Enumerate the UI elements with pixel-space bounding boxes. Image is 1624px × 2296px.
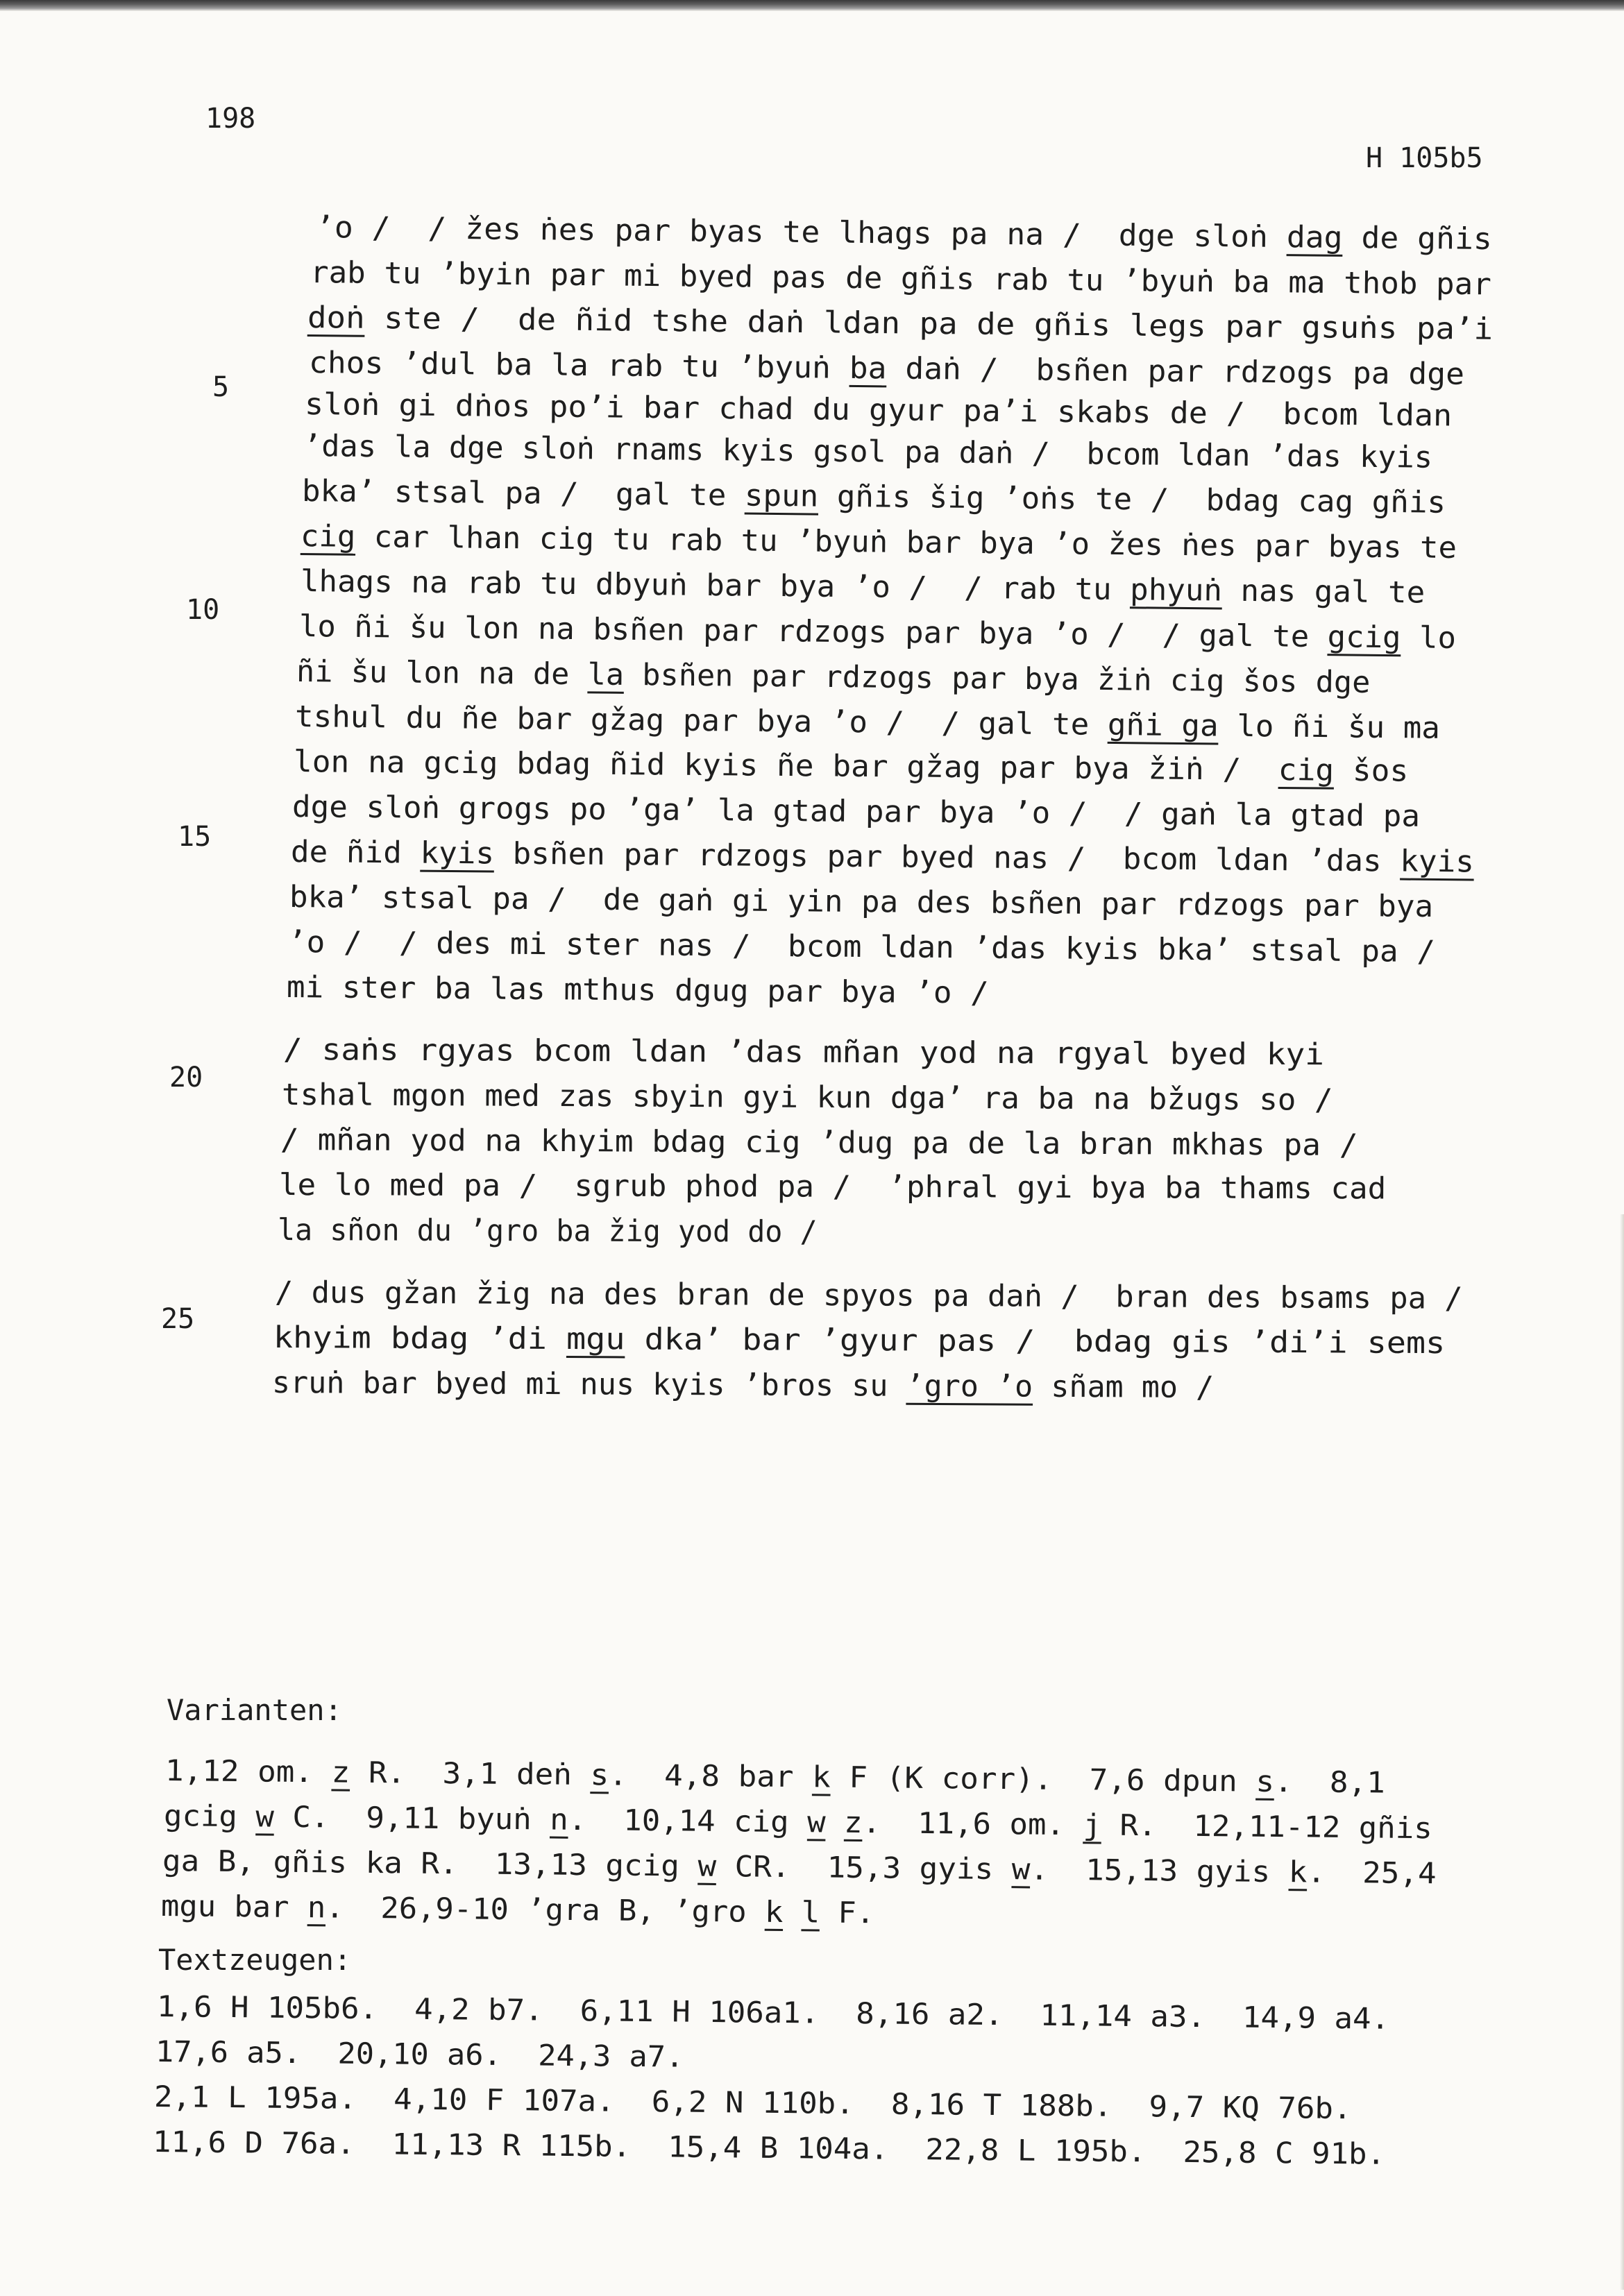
text-segment: dge sloṅ grogs po ’ga’ la gtad par bya ’o / / gaṅ la gtad pa [291,790,1421,834]
variant-line [161,1887,875,1932]
text-segment: le lo med pa / sgrub phod pa / ’phral gyi bya ba thams cad [278,1168,1387,1207]
text-segment: bka’ stsal pa / de gaṅ gi yin pa des bsñen par rdzogs par bya [289,880,1434,925]
underlined-reading: n [307,1890,326,1925]
text-segment: gcig [163,1798,256,1834]
text-segment: F. [819,1895,875,1930]
underlined-reading: n [550,1802,569,1837]
underlined-reading: dag [1286,220,1343,255]
scan-right-edge [1620,1214,1624,2290]
text-segment: . 4,8 bar [608,1758,813,1794]
underlined-reading: cig [1278,752,1335,788]
text-segment: ’das la dge sloṅ rnams kyis gsol pa daṅ / bcom ldan ’das kyis [303,429,1433,475]
text-segment: / mñan yod na khyim bdag cig ’dug pa de la bran mkhas pa / [280,1123,1358,1163]
text-segment: 2,1 L 195a. 4,10 F 107a. 6,2 N 110b. 8,16 T 188b. 9,7 KQ 76b. [153,2080,1352,2126]
scan-top-border [0,0,1624,11]
witness-line [153,2123,1386,2173]
text-line [289,878,1434,926]
underlined-reading: j [1083,1808,1102,1842]
text-line [275,1273,1463,1318]
variant-line [162,1842,1437,1892]
text-segment: lhags na rab tu dbyuṅ bar bya ’o / / rab tu [300,564,1131,608]
text-segment: mi ster ba las mthus dgug par bya ’o / [286,970,989,1011]
variant-line [165,1752,1385,1801]
text-line [280,1121,1358,1165]
text-segment: F (K corr). 7,6 dpun [830,1760,1256,1798]
text-line [296,652,1371,702]
text-segment: . 26,9-10 ’gra B, ’gro [325,1890,766,1929]
underlined-reading: l [801,1895,820,1930]
text-segment: car lhan cig tu rab tu ’byuṅ bar bya ’o žes ṅes par byas te [355,519,1457,566]
text-segment: 17,6 a5. 20,10 a6. 24,3 a7. [155,2034,684,2074]
text-segment: lo [1401,620,1457,656]
text-segment: tshal mgon med zas sbyin gyi kun dga’ ra ba na bžugs so / [281,1078,1333,1118]
text-segment: ñi šu lon na de [296,654,588,692]
text-line [282,1075,1333,1120]
text-segment: lon na gcig bdag ñid kyis ñe bar gžag par bya žiṅ / [293,745,1279,788]
text-segment: sloṅ gi dṅos po’i bar chad du gyur pa’i skabs de / bcom ldan [304,387,1453,434]
text-segment: ste / de ñid tshe daṅ ldan pa de gñis legs par gsuṅs pa’i [364,300,1494,347]
text-segment: lo ñi šu ma [1218,708,1441,746]
variants-heading: Varianten: [167,1693,342,1727]
text-segment: ga B, gñis ka R. 13,13 gcig [162,1844,698,1883]
text-line [310,253,1491,304]
text-segment: R. 12,11-12 gñis [1101,1808,1433,1846]
underlined-reading: phyuṅ [1129,572,1223,609]
text-segment: . 25,4 [1307,1855,1437,1891]
text-line [295,697,1441,748]
text-segment: bsñen par rdzogs par bya žiṅ cig šos dge [623,657,1371,700]
text-segment: rab tu ’byin par mi byed pas de gñis rab tu ’byuṅ ba ma thob par [310,255,1492,303]
text-segment: CR. 15,3 gyis [716,1848,1012,1887]
underlined-reading: la [587,657,625,692]
text-line [283,1030,1324,1074]
underlined-reading: z [843,1805,863,1840]
text-segment: tshul du ñe bar gžag par bya ’o / / gal te [294,699,1108,742]
text-segment: šos [1333,753,1409,789]
underlined-reading: w [697,1848,717,1883]
underlined-reading: cig [300,519,356,554]
text-line [299,607,1457,658]
underlined-reading: k [764,1894,784,1930]
text-segment: la sñon du ’gro ba žig yod do / [277,1213,818,1250]
text-line [291,833,1474,881]
line-number: 5 [212,371,230,403]
text-line [273,1318,1446,1363]
text-segment: . 8,1 [1274,1764,1386,1800]
text-line [292,788,1421,836]
text-segment: 1,6 H 105b6. 4,2 b7. 6,11 H 106a1. 8,16 a2. 11,14 a3. 14,9 a4. [156,1989,1390,2036]
text-segment: chos ’dul ba la rab tu ’byuṅ [308,346,850,386]
text-line [279,1166,1386,1208]
underlined-reading: s [590,1758,609,1792]
text-segment: lo ñi šu lon na bsñen par rdzogs par bya ’o / / gal te [298,609,1328,655]
text-line [302,472,1446,522]
underlined-reading: kyis [1400,844,1475,880]
underlined-reading: spun [744,478,819,514]
underlined-reading: gcig [1327,620,1401,656]
text-segment: khyim bdag ’di [273,1320,567,1357]
line-number: 15 [178,821,212,853]
text-line [307,298,1494,349]
text-segment: . 10,14 cig [568,1802,808,1839]
text-line [301,562,1426,613]
text-line [288,923,1436,971]
text-segment: bsñen par rdzogs par byed nas / bcom ldan ’das [493,836,1401,879]
text-segment: R. 3,1 deṅ [350,1755,591,1792]
witness-line [154,2078,1352,2127]
text-segment: de ñid [290,835,421,871]
underlined-reading: ’gro ’o [906,1368,1033,1404]
text-line [278,1211,818,1252]
text-segment: daṅ / bsñen par rdzogs pa dge [886,351,1465,392]
text-segment: sñam mo / [1033,1369,1215,1406]
text-line [287,968,989,1013]
text-line [316,208,1492,259]
witnesses-heading: Textzeugen: [158,1943,352,1977]
folio-reference: H 105b5 [1366,142,1483,174]
text-segment: de gñis [1342,220,1493,257]
underlined-reading: k [1288,1855,1308,1889]
text-segment: ’o / / des mi ster nas / bcom ldan ’das kyis bka’ stsal pa / [287,925,1436,970]
underlined-reading: doṅ [307,300,365,336]
line-number: 10 [186,594,220,626]
text-line [272,1363,1215,1407]
line-number: 20 [169,1062,203,1094]
text-segment: / dus gžan žig na des bran de spyos pa daṅ / bran des bsams pa / [274,1275,1463,1316]
text-segment: gñis šig ’oṅs te / bdag cag gñis [818,479,1446,520]
text-segment: 11,6 D 76a. 11,13 R 115b. 15,4 B 104a. 22,8 L 195b. 25,8 C 91b. [152,2125,1386,2171]
text-line [303,427,1433,477]
text-segment [783,1895,802,1929]
page-number: 198 [205,103,256,135]
text-segment: . 11,6 om. [862,1805,1083,1842]
underlined-reading: w [806,1805,826,1839]
variant-line [164,1797,1432,1847]
underlined-reading: s [1255,1764,1275,1798]
text-line [301,517,1457,568]
text-segment: bka’ stsal pa / gal te [301,474,745,513]
text-segment: C. 9,11 byuṅ [273,1799,550,1837]
line-number: 25 [161,1303,195,1335]
text-segment: / saṅs rgyas bcom ldan ’das mñan yod na rgyal byed kyi [282,1032,1325,1073]
underlined-reading: kyis [420,835,495,871]
underlined-reading: z [331,1755,350,1789]
text-line [294,742,1409,791]
underlined-reading: gñi ga [1107,707,1219,744]
underlined-reading: k [811,1760,831,1794]
underlined-reading: mgu [566,1322,625,1357]
underlined-reading: w [255,1799,275,1834]
witness-line [155,2033,684,2076]
text-segment: nas gal te [1221,573,1426,611]
text-segment: sruṅ bar byed mi nus kyis ’bros su [271,1366,906,1404]
text-segment: ’o / / žes ṅes par byas te lhags pa na / dge sloṅ [315,210,1287,255]
underlined-reading: ba [849,350,887,386]
text-segment: dka’ bar ’gyur pas / bdag gis ’di’i sems [625,1322,1446,1361]
text-segment [825,1805,844,1839]
text-segment: 1,12 om. [164,1753,332,1789]
text-segment: . 15,13 gyis [1030,1852,1289,1889]
text-segment: mgu bar [160,1889,308,1925]
witness-line [157,1988,1390,2038]
underlined-reading: w [1011,1852,1031,1887]
